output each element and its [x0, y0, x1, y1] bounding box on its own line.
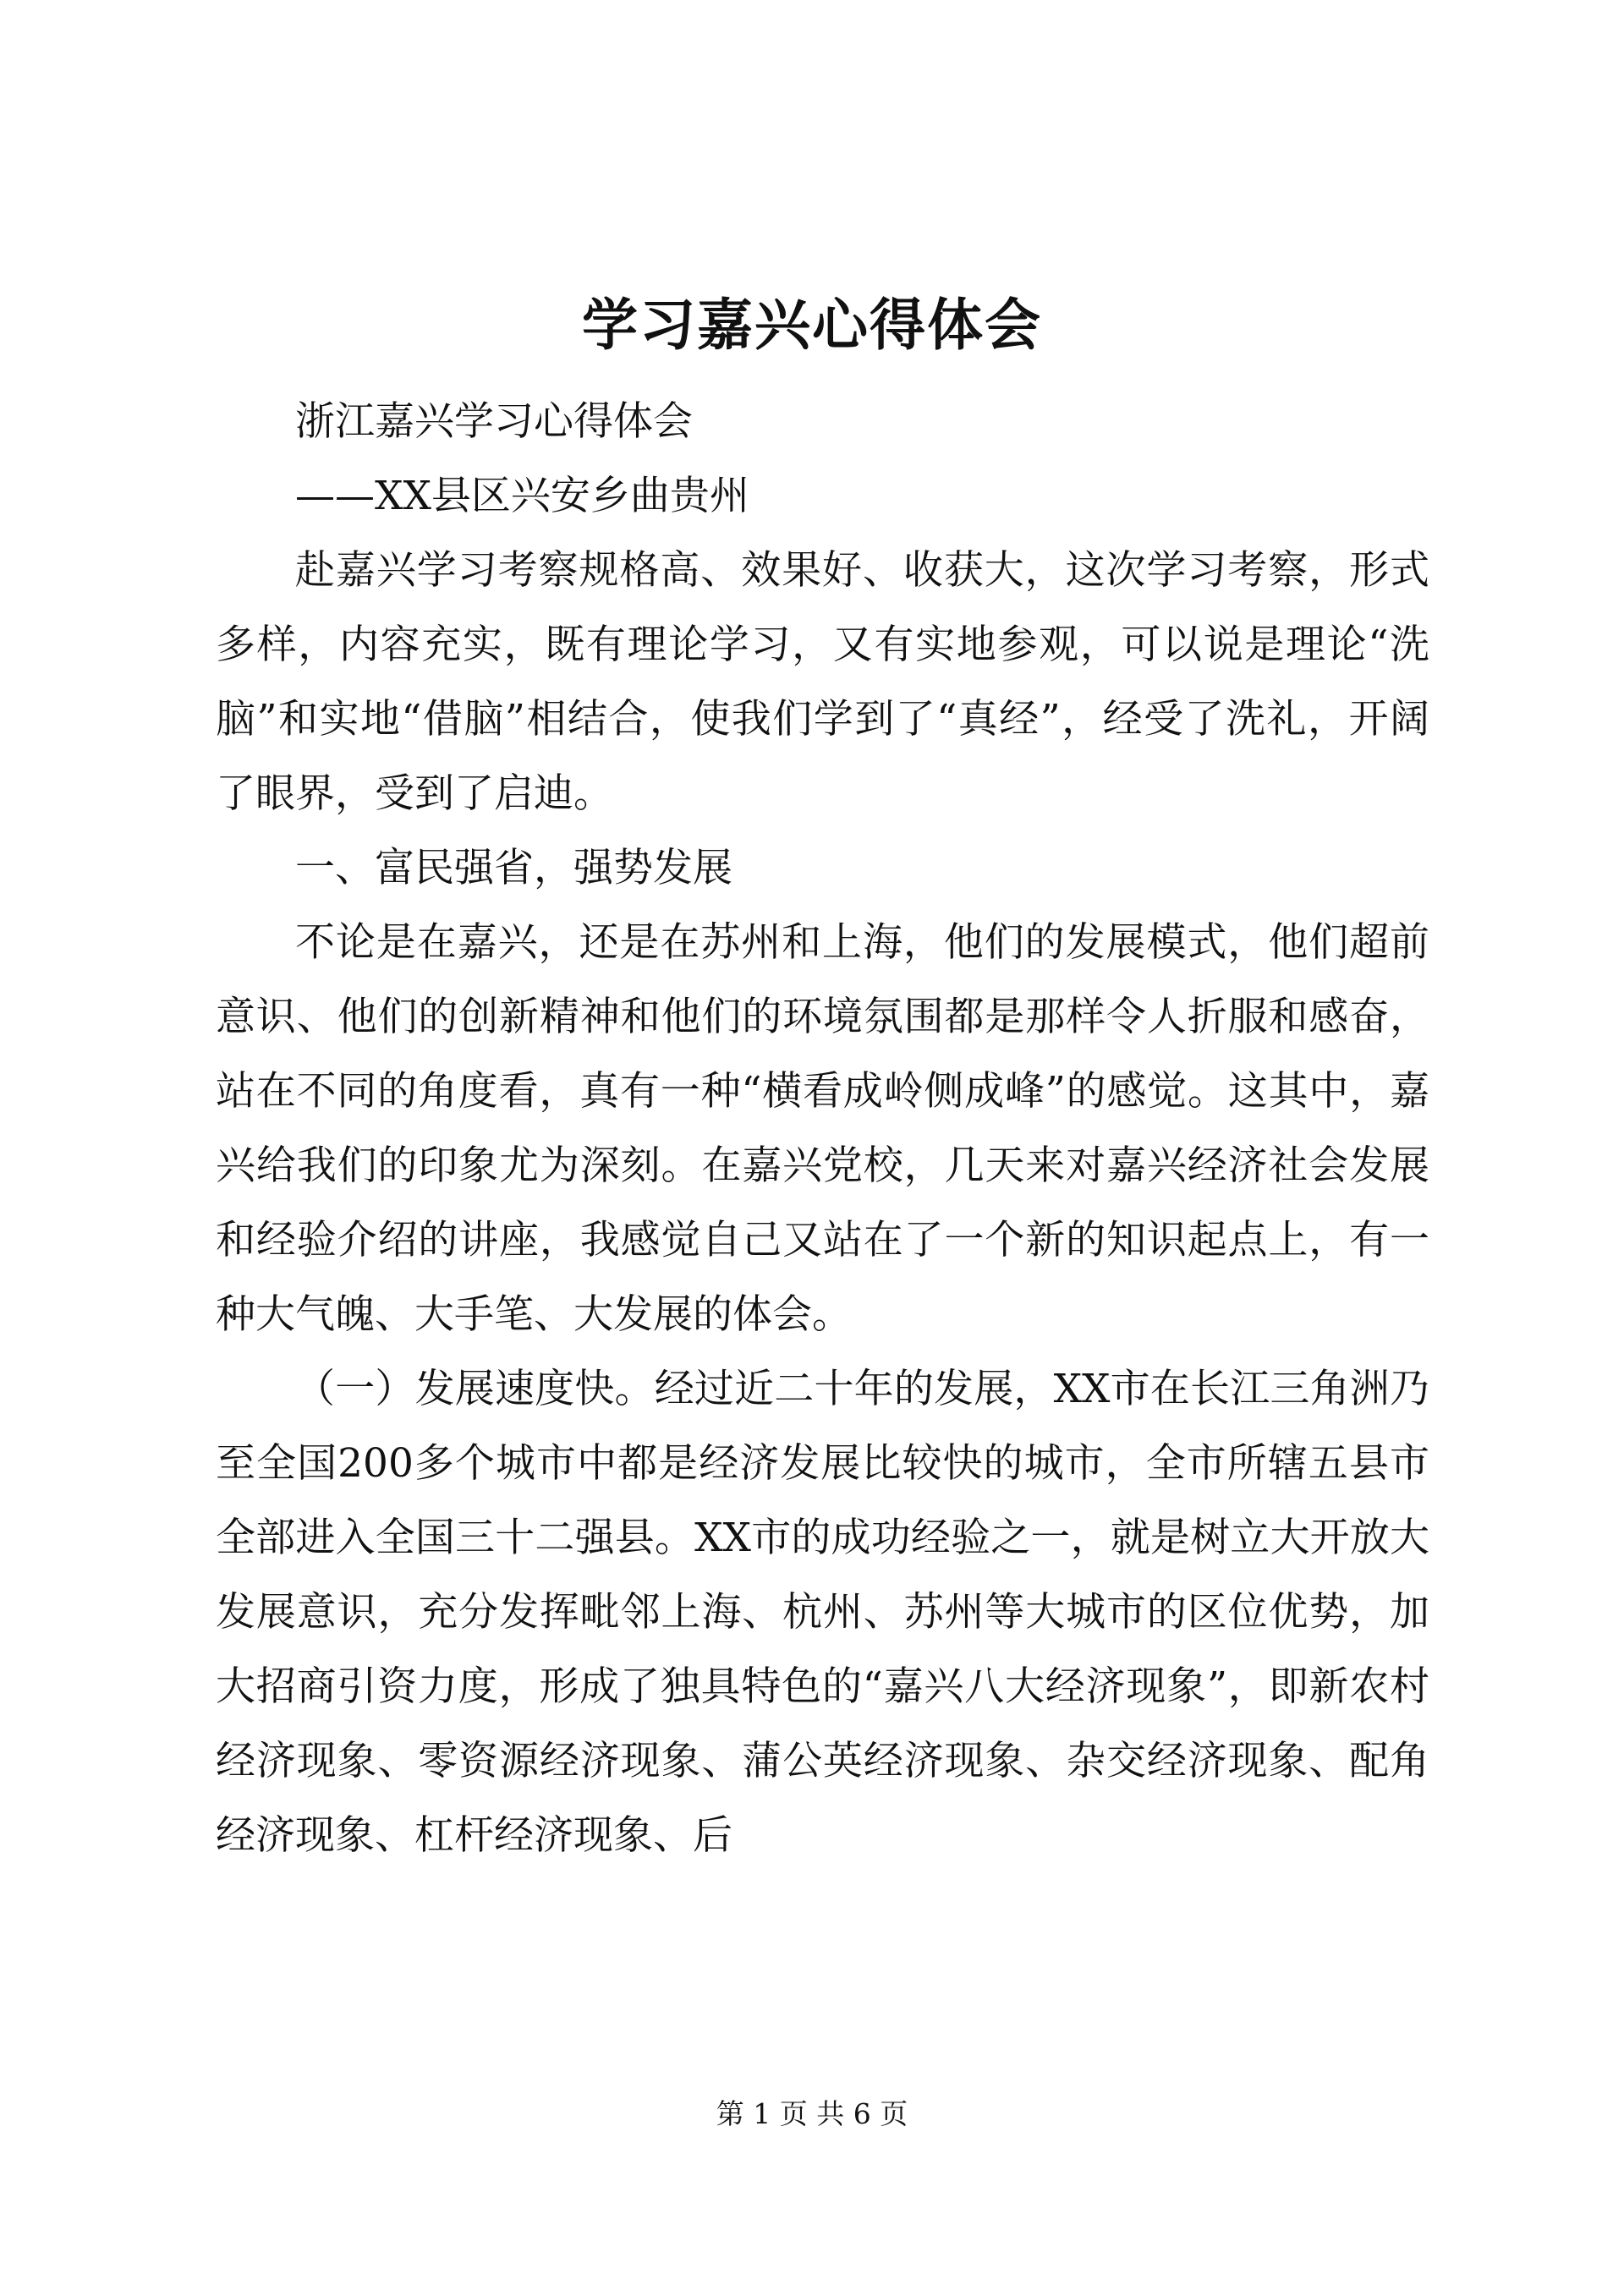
author-line: ——XX县区兴安乡曲贵州: [295, 473, 749, 519]
body-paragraph: 不论是在嘉兴，还是在苏州和上海，他们的发展模式，他们超前意识、他们的创新精神和他们的环境氛围都是那样令人折服和感奋，站在不同的角度看，真有一种“横看成岭侧成峰”的感觉。这其中，嘉兴给我们的印象尤为深刻。在嘉兴党校，几天来对嘉兴经济社会发展和经验介绍的讲座，我感觉自己又站在了一个新的知识起点上，有一种大气魄、大手笔、大发展的体会。: [216, 919, 1429, 1338]
document-title: 学习嘉兴心得体会: [582, 293, 1042, 358]
body-paragraph: （一）发展速度快。经过近二十年的发展，XX市在长江三角洲乃至全国200多个城市中都是经济发展比较快的城市，全市所辖五县市全部进入全国三十二强县。XX市的成功经验之一，就是树立大开放大发展意识，充分发挥毗邻上海、杭州、苏州等大城市的区位优势，加大招商引资力度，形成了独具特色的“嘉兴八大经济现象”，即新农村经济现象、零资源经济现象、蒲公英经济现象、杂交经济现象、配角经济现象、杠杆经济现象、后: [216, 1366, 1429, 1859]
document-body: [216, 385, 1429, 1873]
subtitle-line: 浙江嘉兴学习心得体会: [295, 398, 693, 445]
page-number-footer: 第 1 页 共 6 页: [716, 2097, 908, 2130]
section-heading: 一、富民强省，强势发展: [295, 845, 732, 891]
body-paragraph: 赴嘉兴学习考察规格高、效果好、收获大，这次学习考察，形式多样，内容充实，既有理论学习，又有实地参观，可以说是理论“洗脑”和实地“借脑”相结合，使我们学到了“真经”，经受了洗礼，开阔了眼界，受到了启迪。: [216, 547, 1429, 817]
